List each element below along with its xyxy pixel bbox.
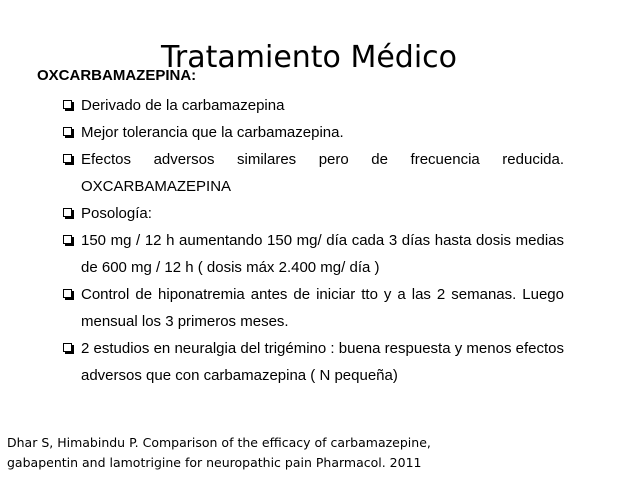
checkbox-bullet-icon: [63, 235, 72, 244]
bullet-text: Control de hiponatremia antes de iniciar tto y a las 2 semanas. Luego mensual los 3 primeros meses.: [81, 286, 564, 330]
checkbox-bullet-icon: [63, 343, 72, 352]
bullet-item: [63, 119, 564, 146]
citation-line-2: gabapentin and lamotrigine for neuropathic pain Pharmacol. 2011: [7, 455, 422, 470]
bullet-text: Mejor tolerancia que la carbamazepina.: [81, 124, 344, 141]
bullet-text: Efectos adversos similares pero de frecuencia reducida. OXCARBAMAZEPINA: [81, 151, 564, 195]
bullet-text: Posología:: [81, 205, 152, 222]
bullet-list: [63, 92, 564, 389]
bullet-item: [63, 335, 564, 389]
bullet-text: 2 estudios en neuralgia del trigémino : buena respuesta y menos efectos adversos que con carbamazepina ( N pequeña): [81, 340, 564, 384]
citation-line-1: Dhar S, Himabindu P. Comparison of the efficacy of carbamazepine,: [7, 435, 431, 450]
checkbox-bullet-icon: [63, 100, 72, 109]
slide-title: Tratamiento Médico: [160, 40, 458, 76]
bullet-item: [63, 92, 564, 119]
bullet-item: [63, 200, 564, 227]
checkbox-bullet-icon: [63, 289, 72, 298]
checkbox-bullet-icon: [63, 127, 72, 136]
bullet-text: Derivado de la carbamazepina: [81, 97, 285, 114]
checkbox-bullet-icon: [63, 154, 72, 163]
bullet-text: 150 mg / 12 h aumentando 150 mg/ día cada 3 días hasta dosis medias de 600 mg / 12 h ( dosis máx 2.400 mg/ día ): [81, 232, 564, 276]
drug-heading: OXCARBAMAZEPINA:: [37, 67, 197, 84]
bullet-item: [63, 146, 564, 200]
bullet-item: [63, 281, 564, 335]
bullet-item: [63, 227, 564, 281]
checkbox-bullet-icon: [63, 208, 72, 217]
citation: [7, 433, 627, 473]
